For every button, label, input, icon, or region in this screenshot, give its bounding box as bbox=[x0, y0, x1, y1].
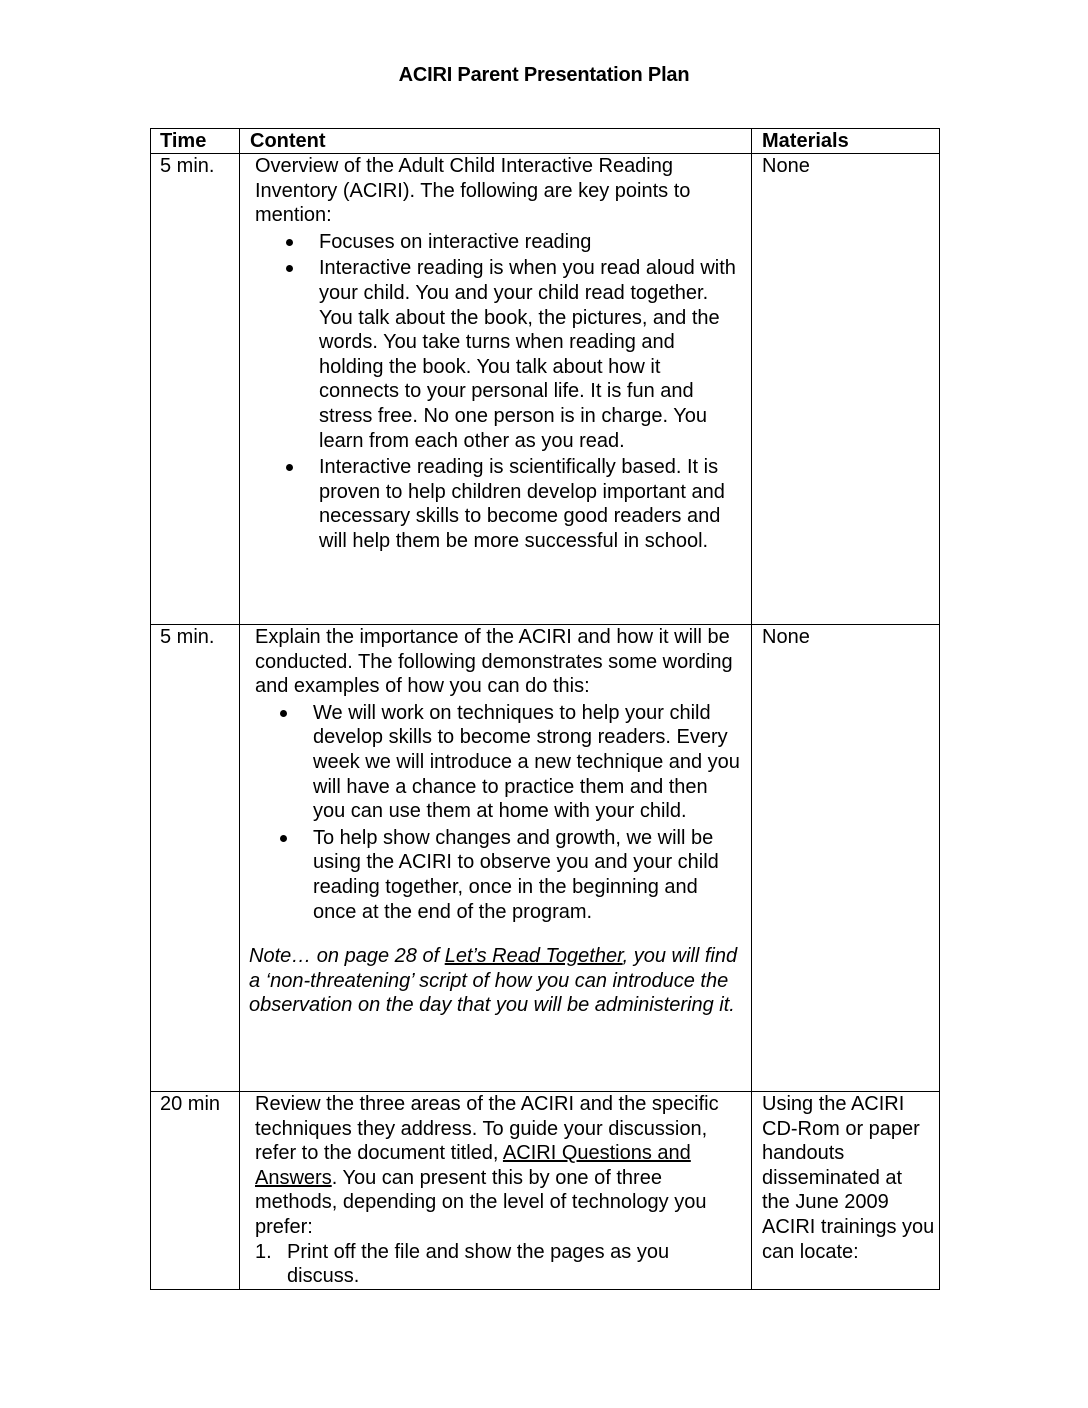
content-cell bbox=[240, 625, 752, 1092]
document-link[interactable]: ACIRI Questions and Answers bbox=[255, 1142, 691, 1189]
list-item-text: Interactive reading is scientifically based. It is proven to help children develop important and necessary skills to become good readers and will help them be more successful in school. bbox=[319, 456, 725, 552]
document-title: ACIRI Parent Presentation Plan bbox=[398, 64, 690, 86]
list-item bbox=[255, 1240, 743, 1289]
presentation-plan-table bbox=[150, 128, 940, 1290]
bullet-icon bbox=[286, 239, 293, 246]
methods-list bbox=[255, 1240, 743, 1289]
header-time: Time bbox=[151, 129, 240, 154]
list-item-text: Focuses on interactive reading bbox=[319, 230, 592, 253]
table-header-row bbox=[151, 129, 940, 154]
table-row bbox=[151, 1092, 940, 1290]
list-item-text: Interactive reading is when you read aloud with your child. You and your child read together. You talk about the book, the pictures, and the words. You take turns when reading and holding the book. You talk about how it connects to your personal life. It is fun and stress free. No one person is in charge. You learn from each other as you read. bbox=[319, 257, 736, 452]
time-cell: 5 min. bbox=[151, 154, 240, 625]
bullet-icon bbox=[280, 710, 287, 717]
materials-cell: None bbox=[752, 154, 940, 625]
list-item bbox=[319, 455, 743, 553]
intro-text-after: . You can present this by one of three methods, depending on the level of technology you prefer: bbox=[255, 1166, 707, 1238]
content-intro: Overview of the Adult Child Interactive Reading Inventory (ACIRI). The following are key points to mention: bbox=[255, 155, 691, 227]
list-item-text: We will work on techniques to help your child develop skills to become strong readers. Every week we will introduce a new technique and you will have a chance to practice them and then you can use them at home with your child. bbox=[313, 701, 740, 823]
bullet-icon bbox=[286, 464, 293, 471]
step-number: 1. bbox=[255, 1240, 272, 1263]
time-cell: 20 min bbox=[151, 1092, 240, 1290]
bullet-icon bbox=[286, 265, 293, 272]
header-content: Content bbox=[240, 129, 752, 154]
step-text: Print off the file and show the pages as you discuss. bbox=[287, 1240, 670, 1288]
materials-cell: None bbox=[752, 625, 940, 1092]
content-intro bbox=[255, 1092, 743, 1240]
key-points-list bbox=[255, 230, 743, 554]
note-prefix: Note… on page 28 of bbox=[249, 945, 445, 968]
materials-cell: Using the ACIRI CD-Rom or paper handouts disseminated at the June 2009 ACIRI trainings you can locate: bbox=[752, 1092, 940, 1290]
book-title: Let’s Read Together bbox=[444, 945, 623, 968]
intro-text: Review the three areas of the ACIRI and the specific techniques they address. To guide your discussion, refer to the document titled, bbox=[255, 1093, 719, 1165]
table-row bbox=[151, 625, 940, 1092]
list-item bbox=[313, 701, 743, 824]
list-item bbox=[319, 256, 743, 453]
list-item bbox=[313, 826, 743, 924]
examples-list bbox=[255, 701, 743, 924]
note-paragraph bbox=[249, 944, 743, 1018]
list-item-text: To help show changes and growth, we will be using the ACIRI to observe you and your child reading together, once in the beginning and once at the end of the program. bbox=[313, 826, 719, 923]
table-row bbox=[151, 154, 940, 625]
content-cell bbox=[240, 1092, 752, 1290]
list-item bbox=[319, 230, 743, 255]
content-intro: Explain the importance of the ACIRI and how it will be conducted. The following demonstrates some wording and examples of how you can do this: bbox=[255, 626, 733, 698]
header-materials: Materials bbox=[752, 129, 940, 154]
note-suffix: , you will find a ‘non-threatening’ script of how you can introduce the observation on the day that you will be administering it. bbox=[249, 945, 738, 1017]
bullet-icon bbox=[280, 835, 287, 842]
time-cell: 5 min. bbox=[151, 625, 240, 1092]
content-cell bbox=[240, 154, 752, 625]
